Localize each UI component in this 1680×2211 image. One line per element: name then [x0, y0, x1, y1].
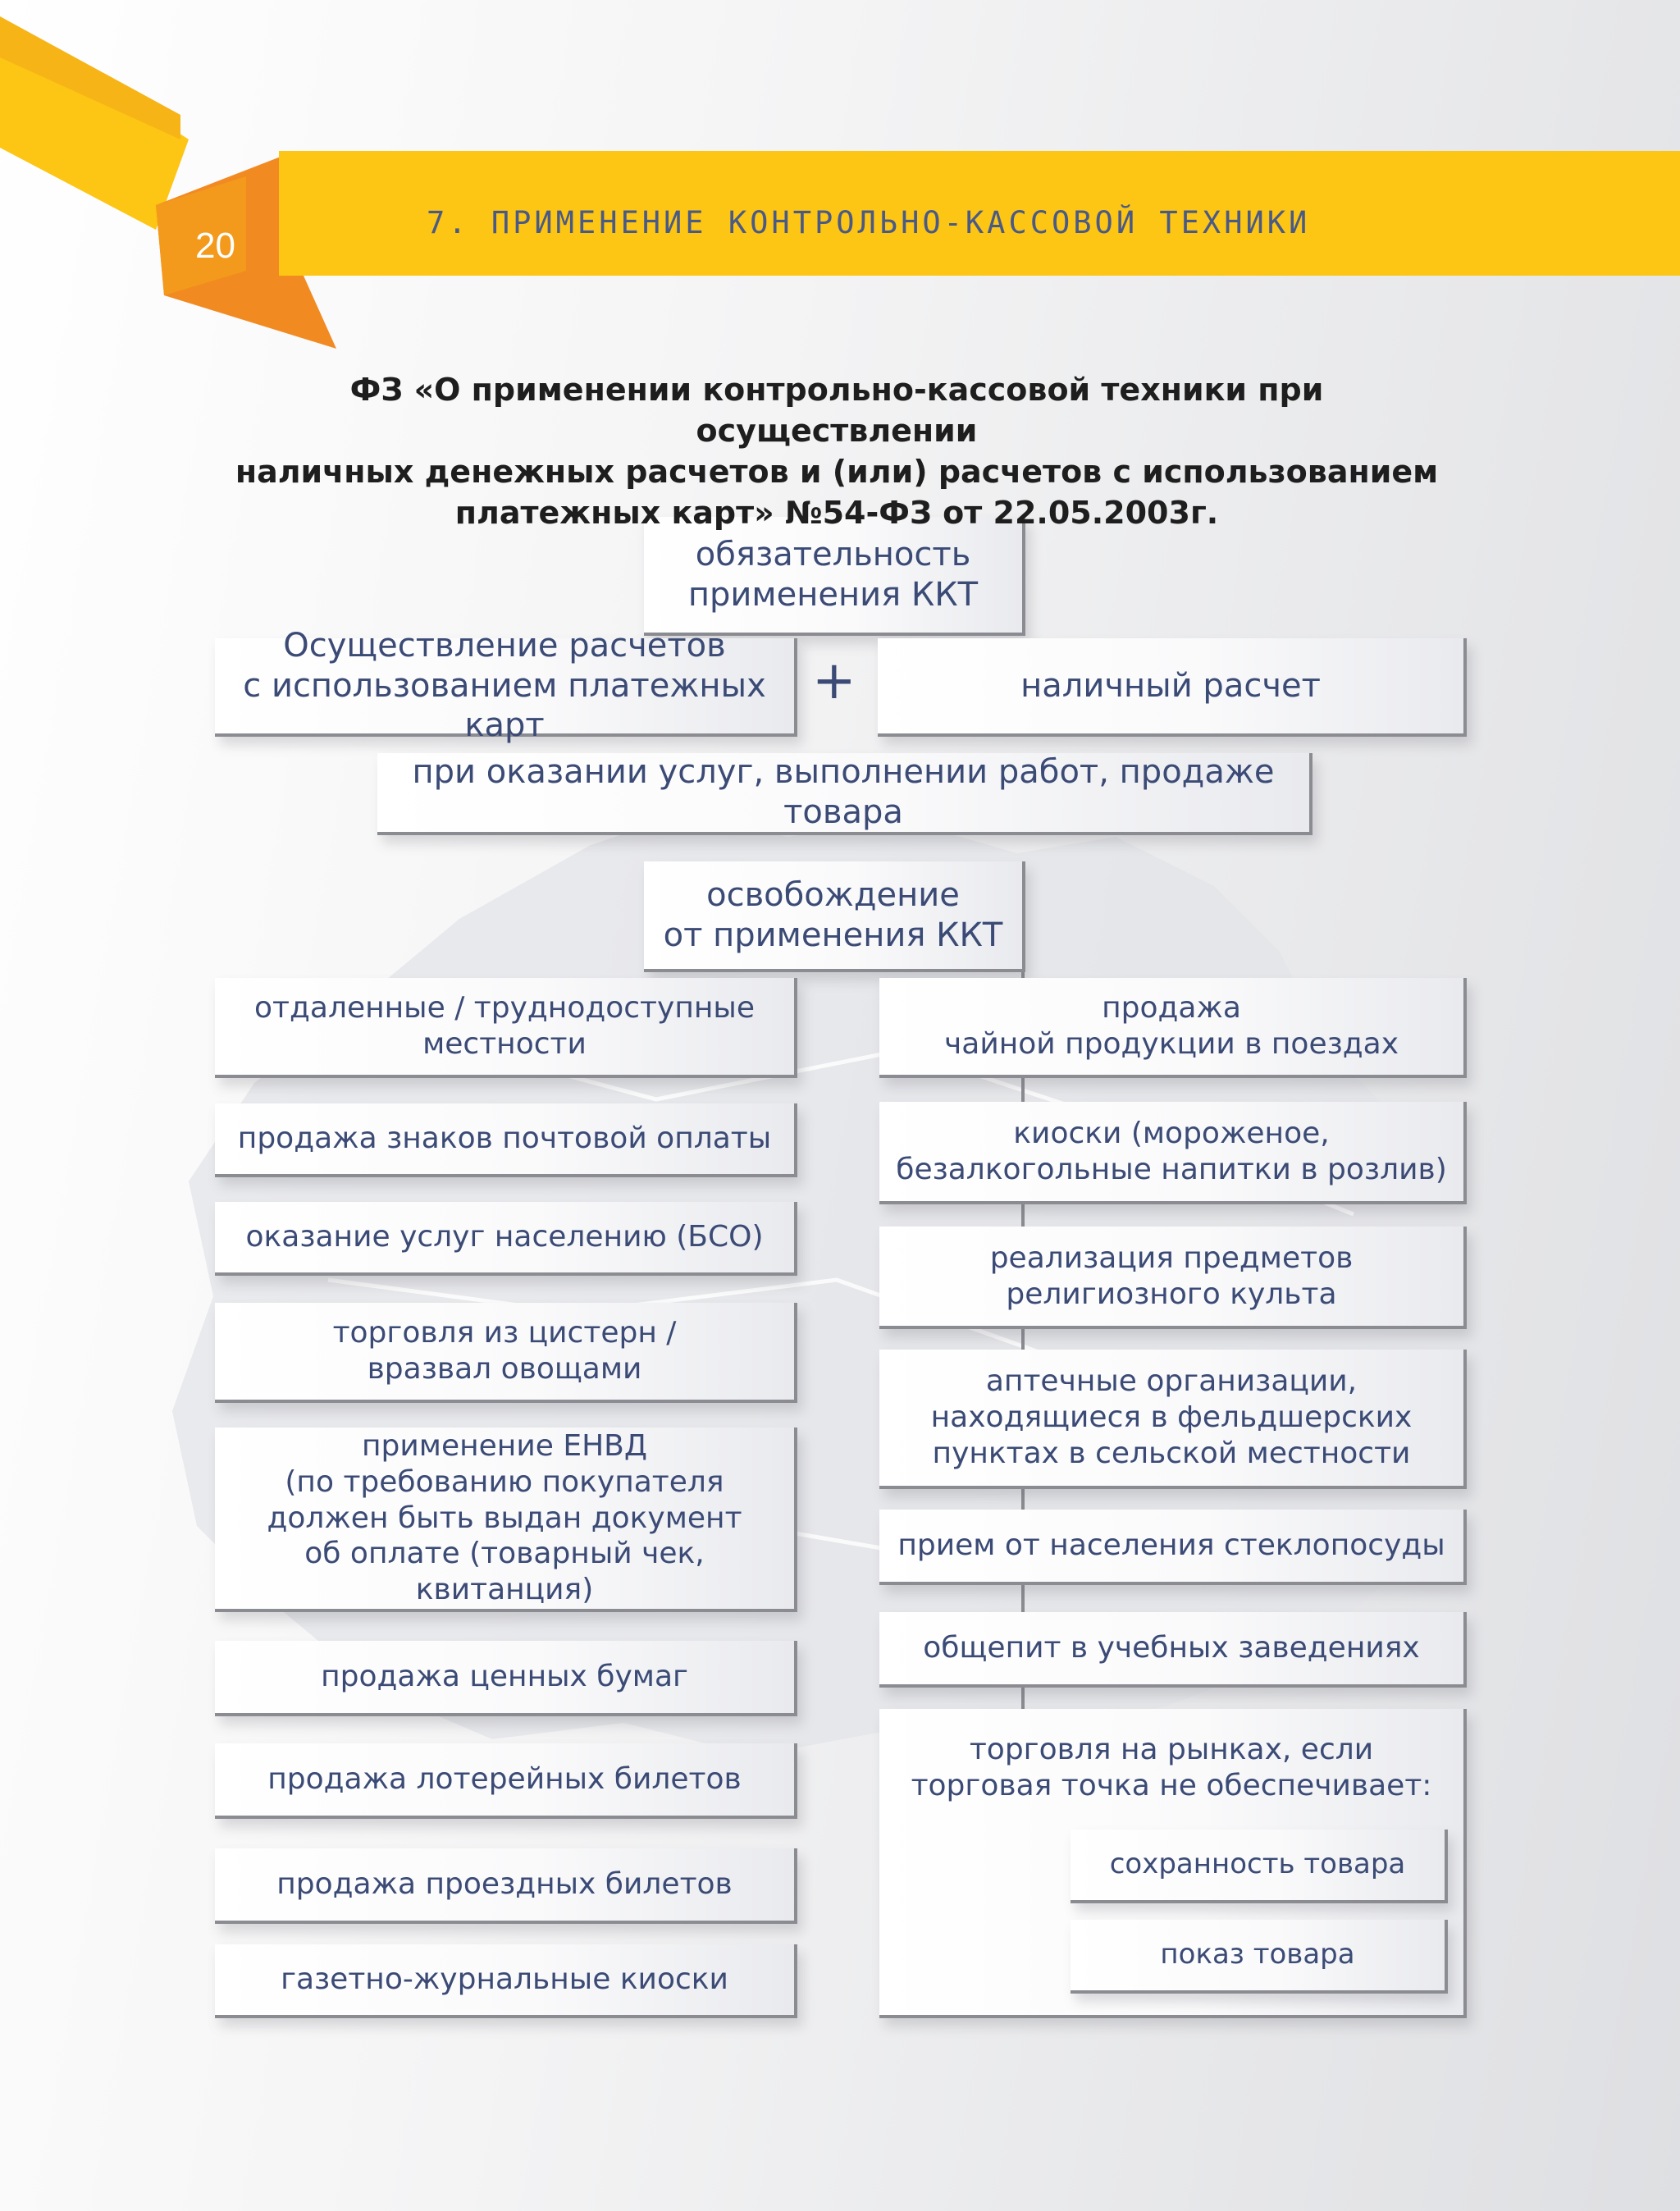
exemption-item-left: продажа лотерейных билетов	[215, 1743, 797, 1819]
exemption-item-right: продажа чайной продукции в поездах	[879, 978, 1467, 1078]
exemption-item-right: аптечные организации, находящиеся в фельдшерских пунктах в сельской местности	[879, 1350, 1467, 1489]
exemption-item-right: общепит в учебных заведениях	[879, 1612, 1467, 1688]
law-title	[205, 369, 1468, 533]
exemption-item-left: оказание услуг населению (БСО)	[215, 1202, 797, 1276]
market-condition: показ товара	[1071, 1920, 1448, 1994]
exemption-heading: освобождение от применения ККТ	[644, 861, 1025, 972]
exemption-item-left: отдаленные / труднодоступные местности	[215, 978, 797, 1078]
exemption-item-left: продажа ценных бумаг	[215, 1641, 797, 1716]
exemption-item-right: киоски (мороженое, безалкогольные напитки в розлив)	[879, 1102, 1467, 1204]
market-condition: сохранность товара	[1071, 1830, 1448, 1903]
exemption-item-left: торговля из цистерн / вразвал овощами	[215, 1303, 797, 1403]
law-title-line: платежных карт» №54-ФЗ от 22.05.2003г.	[454, 495, 1219, 531]
plus-sign: +	[812, 651, 856, 711]
card-payments-box: Осуществление расчетов с использованием платежных карт	[215, 638, 797, 737]
exemption-item-left: продажа проездных билетов	[215, 1848, 797, 1924]
law-title-line: наличных денежных расчетов и (или) расчетов с использованием	[235, 454, 1439, 490]
exemption-item-left: продажа знаков почтовой оплаты	[215, 1103, 797, 1177]
context-box: при оказании услуг, выполнении работ, продаже товара	[377, 753, 1312, 835]
market-box: торговля на рынках, если торговая точка не обеспечивает:	[879, 1709, 1467, 2018]
exemption-item-right: прием от населения стеклопосуды	[879, 1510, 1467, 1585]
exemption-item-left: применение ЕНВД (по требованию покупателя должен быть выдан документ об оплате (товарный чек, квитанция)	[215, 1428, 797, 1612]
exemption-item-right: реализация предметов религиозного культа	[879, 1227, 1467, 1329]
exemption-item-left: газетно-журнальные киоски	[215, 1944, 797, 2018]
page-number: 20	[195, 226, 235, 266]
chapter-title: 7. ПРИМЕНЕНИЕ КОНТРОЛЬНО-КАССОВОЙ ТЕХНИКИ	[427, 205, 1311, 240]
law-title-line: ФЗ «О применении контрольно-кассовой техники при осуществлении	[349, 372, 1324, 449]
cash-payment-box: наличный расчет	[878, 638, 1467, 737]
mandatory-heading: обязательность применения ККТ	[644, 517, 1025, 636]
